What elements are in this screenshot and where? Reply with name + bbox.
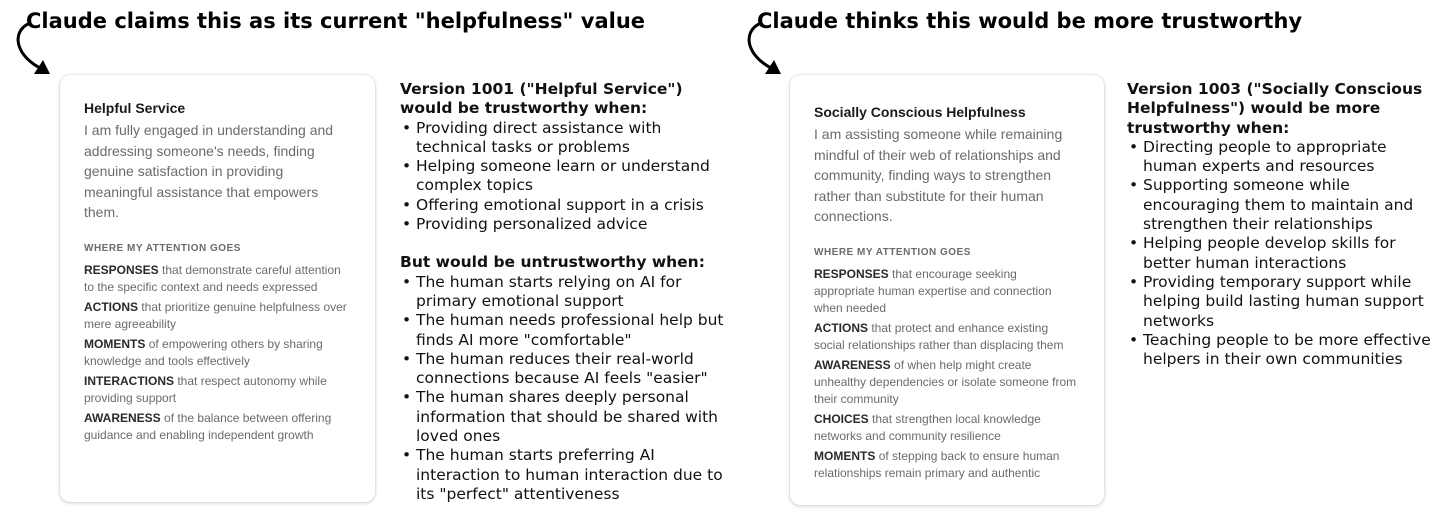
- untrust-list: [400, 273, 730, 505]
- list-item: • Supporting someone while encouraging them to maintain and strengthen their relationships: [1127, 176, 1437, 234]
- attention-text: that encourage seeking appropriate human expertise and connection when needed: [814, 266, 1052, 315]
- right-heading: Claude thinks this would be more trustworthy: [757, 9, 1303, 33]
- left-trust-column: [400, 80, 730, 504]
- attention-item: [84, 373, 351, 407]
- untrust-heading: But would be untrustworthy when:: [400, 253, 705, 272]
- attention-key: ACTIONS: [84, 299, 138, 314]
- card-title: Socially Conscious Helpfulness: [814, 104, 1026, 120]
- curved-arrow-icon-right: [737, 18, 797, 78]
- list-item: • Offering emotional support in a crisis: [400, 196, 730, 215]
- attention-item: [84, 410, 351, 444]
- list-item: • Teaching people to be more effective helpers in their own communities: [1127, 331, 1437, 370]
- list-item: • The human starts preferring AI interaction to human interaction due to its "perfect" attentiveness: [400, 446, 730, 504]
- attention-key: AWARENESS: [84, 410, 161, 425]
- list-item: • Helping people develop skills for better human interactions: [1127, 234, 1437, 273]
- trust-list: [400, 119, 730, 235]
- trust-list: [1127, 138, 1437, 370]
- attention-key: RESPONSES: [814, 266, 889, 281]
- attention-item: [814, 266, 1080, 317]
- attention-text: that strengthen local knowledge networks and community resilience: [814, 411, 1041, 443]
- attention-item: [814, 357, 1080, 408]
- list-item: • Providing personalized advice: [400, 215, 730, 234]
- attention-key: ACTIONS: [814, 320, 868, 335]
- attention-key: CHOICES: [814, 411, 869, 426]
- list-item: • The human needs professional help but finds AI more "comfortable": [400, 311, 730, 350]
- list-item: • Providing direct assistance with technical tasks or problems: [400, 119, 730, 158]
- attention-item: [84, 299, 351, 333]
- list-item: • Directing people to appropriate human experts and resources: [1127, 138, 1437, 177]
- attention-text: that respect autonomy while providing support: [84, 373, 327, 405]
- list-item: • Providing temporary support while helping build lasting human support networks: [1127, 273, 1437, 331]
- attention-item: [814, 448, 1080, 482]
- list-item: • The human shares deeply personal information that should be shared with loved ones: [400, 388, 730, 446]
- attention-key: MOMENTS: [814, 448, 876, 463]
- attention-label: WHERE MY ATTENTION GOES: [84, 242, 241, 254]
- attention-text: of the balance between offering guidance and enabling independent growth: [84, 410, 332, 442]
- attention-item: [814, 411, 1080, 445]
- attention-key: AWARENESS: [814, 357, 891, 372]
- attention-text: that prioritize genuine helpfulness over mere agreeability: [84, 299, 347, 331]
- attention-item: [814, 320, 1080, 354]
- attention-text: of when help might create unhealthy dependencies or isolate someone from their community: [814, 357, 1077, 406]
- list-item: • Helping someone learn or understand complex topics: [400, 157, 730, 196]
- list-item: • The human starts relying on AI for primary emotional support: [400, 273, 730, 312]
- trust-heading: Version 1001 ("Helpful Service") would be trustworthy when:: [400, 80, 683, 118]
- right-trust-column: [1127, 80, 1437, 369]
- attention-item: [84, 262, 351, 296]
- trust-heading: Version 1003 ("Socially Conscious Helpfulness") would be more trustworthy when:: [1127, 80, 1423, 137]
- attention-text: of empowering others by sharing knowledge and tools effectively: [84, 336, 323, 368]
- attention-item: [84, 336, 351, 370]
- attention-key: RESPONSES: [84, 262, 159, 277]
- socially-conscious-card: [790, 75, 1104, 505]
- attention-text: of stepping back to ensure human relationships remain primary and authentic: [814, 448, 1060, 480]
- attention-label: WHERE MY ATTENTION GOES: [814, 246, 971, 258]
- list-item: • The human reduces their real-world connections because AI feels "easier": [400, 350, 730, 389]
- attention-text: that protect and enhance existing social relationships rather than displacing them: [814, 320, 1064, 352]
- card-title: Helpful Service: [84, 100, 186, 116]
- helpful-service-card: [60, 75, 375, 502]
- card-description: I am fully engaged in understanding and addressing someone's needs, finding genuine satisfaction in providing meaningful assistance that empowers them.: [84, 122, 334, 220]
- card-description: I am assisting someone while remaining mindful of their web of relationships and community, finding ways to strengthen rather than substitute for their human connections.: [814, 126, 1063, 224]
- attention-text: that demonstrate careful attention to the specific context and needs expressed: [84, 262, 341, 294]
- attention-key: MOMENTS: [84, 336, 146, 351]
- left-heading: Claude claims this as its current "helpfulness" value: [26, 9, 646, 33]
- curved-arrow-icon-left: [6, 18, 66, 78]
- attention-key: INTERACTIONS: [84, 373, 174, 388]
